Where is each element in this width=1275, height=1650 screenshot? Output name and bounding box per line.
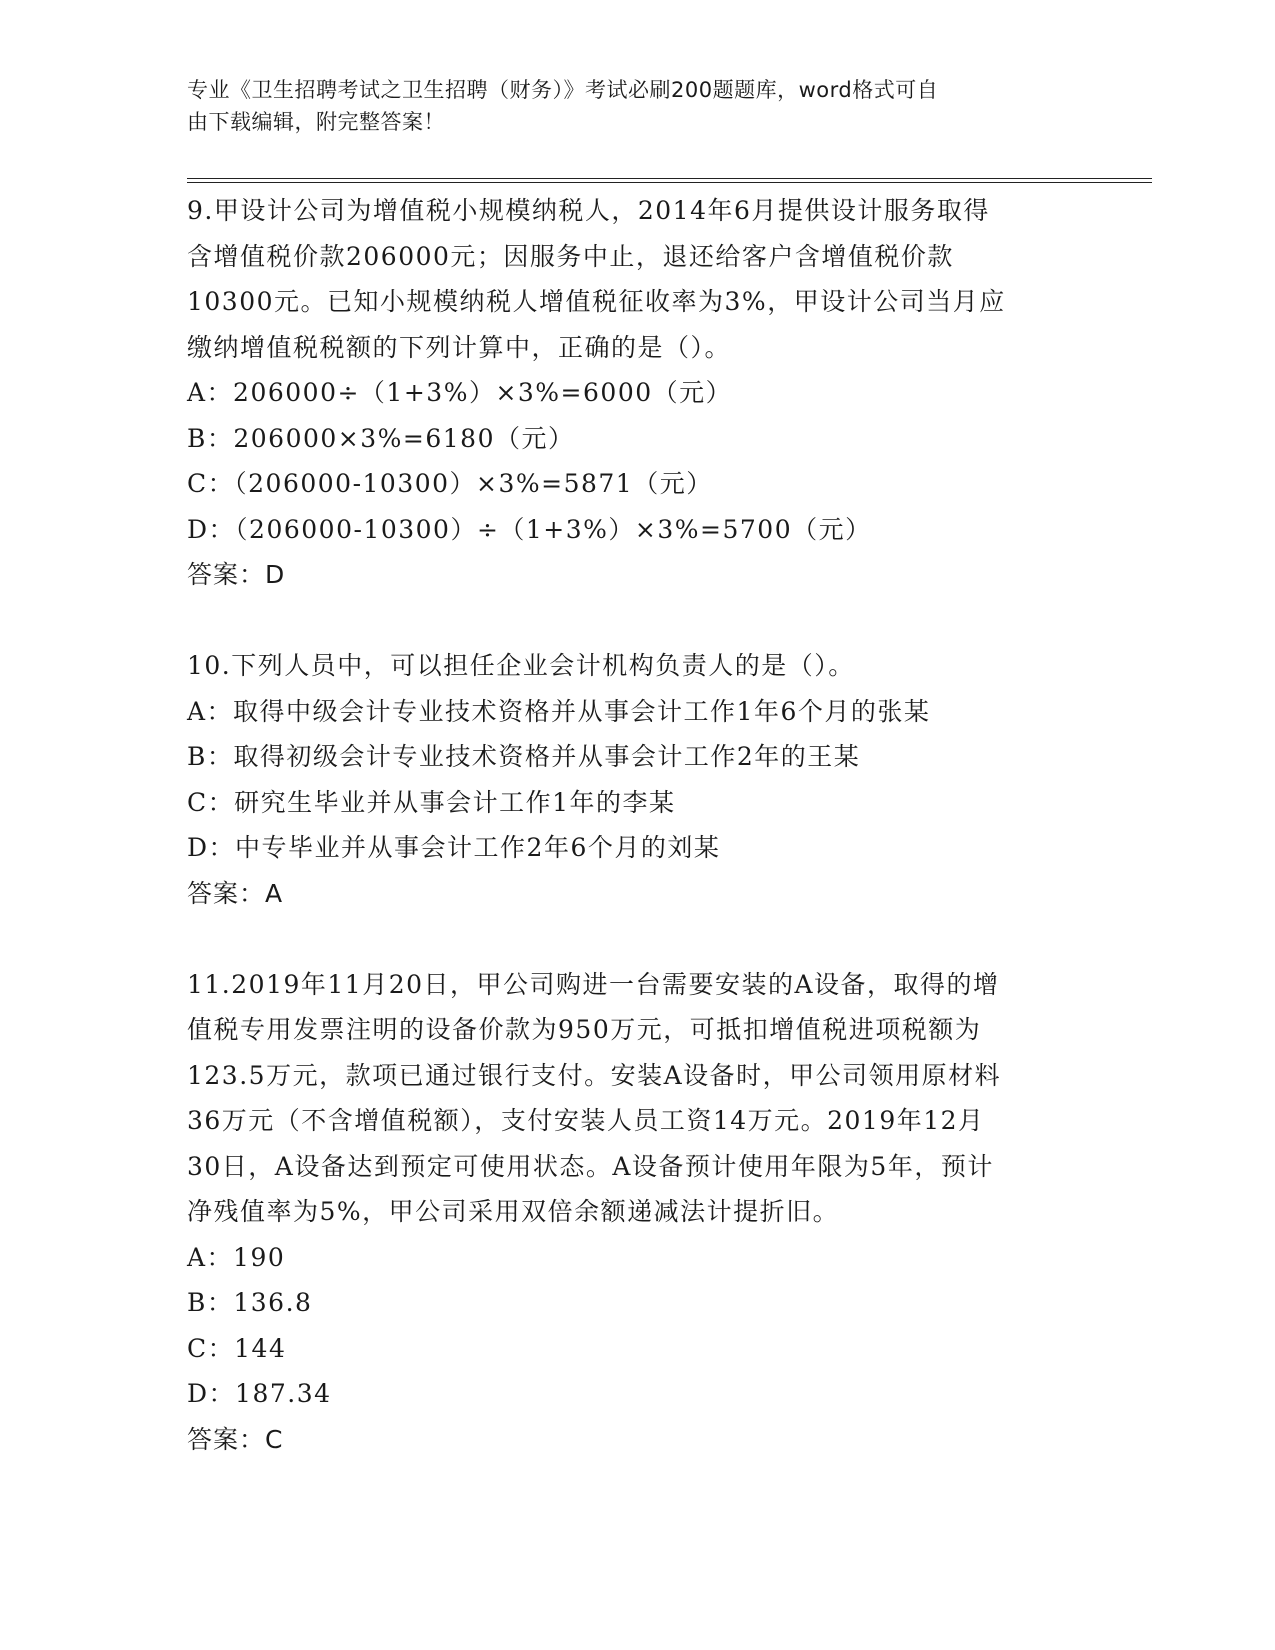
stem-line: 11.2019年11月20日，甲公司购进一台需要安装的A设备，取得的增: [187, 969, 1000, 999]
stem-line: 缴纳增值税税额的下列计算中，正确的是（）。: [187, 332, 732, 362]
option-b: B：取得初级会计专业技术资格并从事会计工作2年的王某: [187, 742, 861, 771]
question-11: [187, 962, 1087, 1463]
stem-line: 值税专用发票注明的设备价款为950万元，可抵扣增值税进项税额为: [187, 1015, 982, 1044]
question-stem: [187, 962, 1087, 1235]
stem-line: 10.下列人员中，可以担任企业会计机构负责人的是（）。: [187, 651, 855, 680]
option-d: D：中专毕业并从事会计工作2年6个月的刘某: [187, 833, 721, 862]
page-header: [187, 74, 1087, 138]
stem-line: 10300元。已知小规模纳税人增值税征收率为3%，甲设计公司当月应: [187, 287, 1006, 316]
question-stem: [187, 643, 1087, 689]
question-10: [187, 643, 1087, 916]
stem-line: 123.5万元，款项已通过银行支付。安装A设备时，甲公司领用原材料: [187, 1060, 1002, 1090]
option-b: B：206000×3%=6180（元）: [187, 423, 575, 453]
question-spacer: [187, 916, 1087, 962]
question-9: [187, 188, 1087, 598]
option-c: C：（206000-10300）×3%=5871（元）: [187, 469, 713, 498]
header-divider: [187, 178, 1152, 179]
answer: 答案：C: [187, 1424, 284, 1454]
option-a: A：190: [187, 1242, 286, 1272]
header-line-2: 由下载编辑，附完整答案！: [187, 110, 445, 134]
option-c: C：144: [187, 1333, 287, 1363]
answer: 答案：A: [187, 878, 284, 908]
stem-line: 净残值率为5%，甲公司采用双倍余额递减法计提折旧。: [187, 1197, 840, 1226]
option-a: A：取得中级会计专业技术资格并从事会计工作1年6个月的张某: [187, 696, 931, 726]
option-d: D：（206000-10300）÷（1+3%）×3%=5700（元）: [187, 514, 872, 544]
option-b: B：136.8: [187, 1288, 313, 1317]
question-stem: [187, 188, 1087, 370]
stem-line: 含增值税价款206000元；因服务中止，退还给客户含增值税价款: [187, 241, 954, 271]
option-d: D：187.34: [187, 1379, 332, 1408]
header-line-1: 专业《卫生招聘考试之卫生招聘（财务）》考试必刷200题题库，word格式可自: [187, 78, 939, 102]
answer: 答案：D: [187, 560, 286, 589]
question-list: [187, 188, 1087, 1462]
stem-line: 30日，A设备达到预定可使用状态。A设备预计使用年限为5年，预计: [187, 1151, 994, 1181]
option-a: A：206000÷（1+3%）×3%=6000（元）: [187, 378, 733, 407]
question-spacer: [187, 598, 1087, 644]
stem-line: 9.甲设计公司为增值税小规模纳税人，2014年6月提供设计服务取得: [187, 196, 990, 225]
option-c: C：研究生毕业并从事会计工作1年的李某: [187, 787, 676, 817]
stem-line: 36万元（不含增值税额），支付安装人员工资14万元。2019年12月: [187, 1106, 985, 1135]
